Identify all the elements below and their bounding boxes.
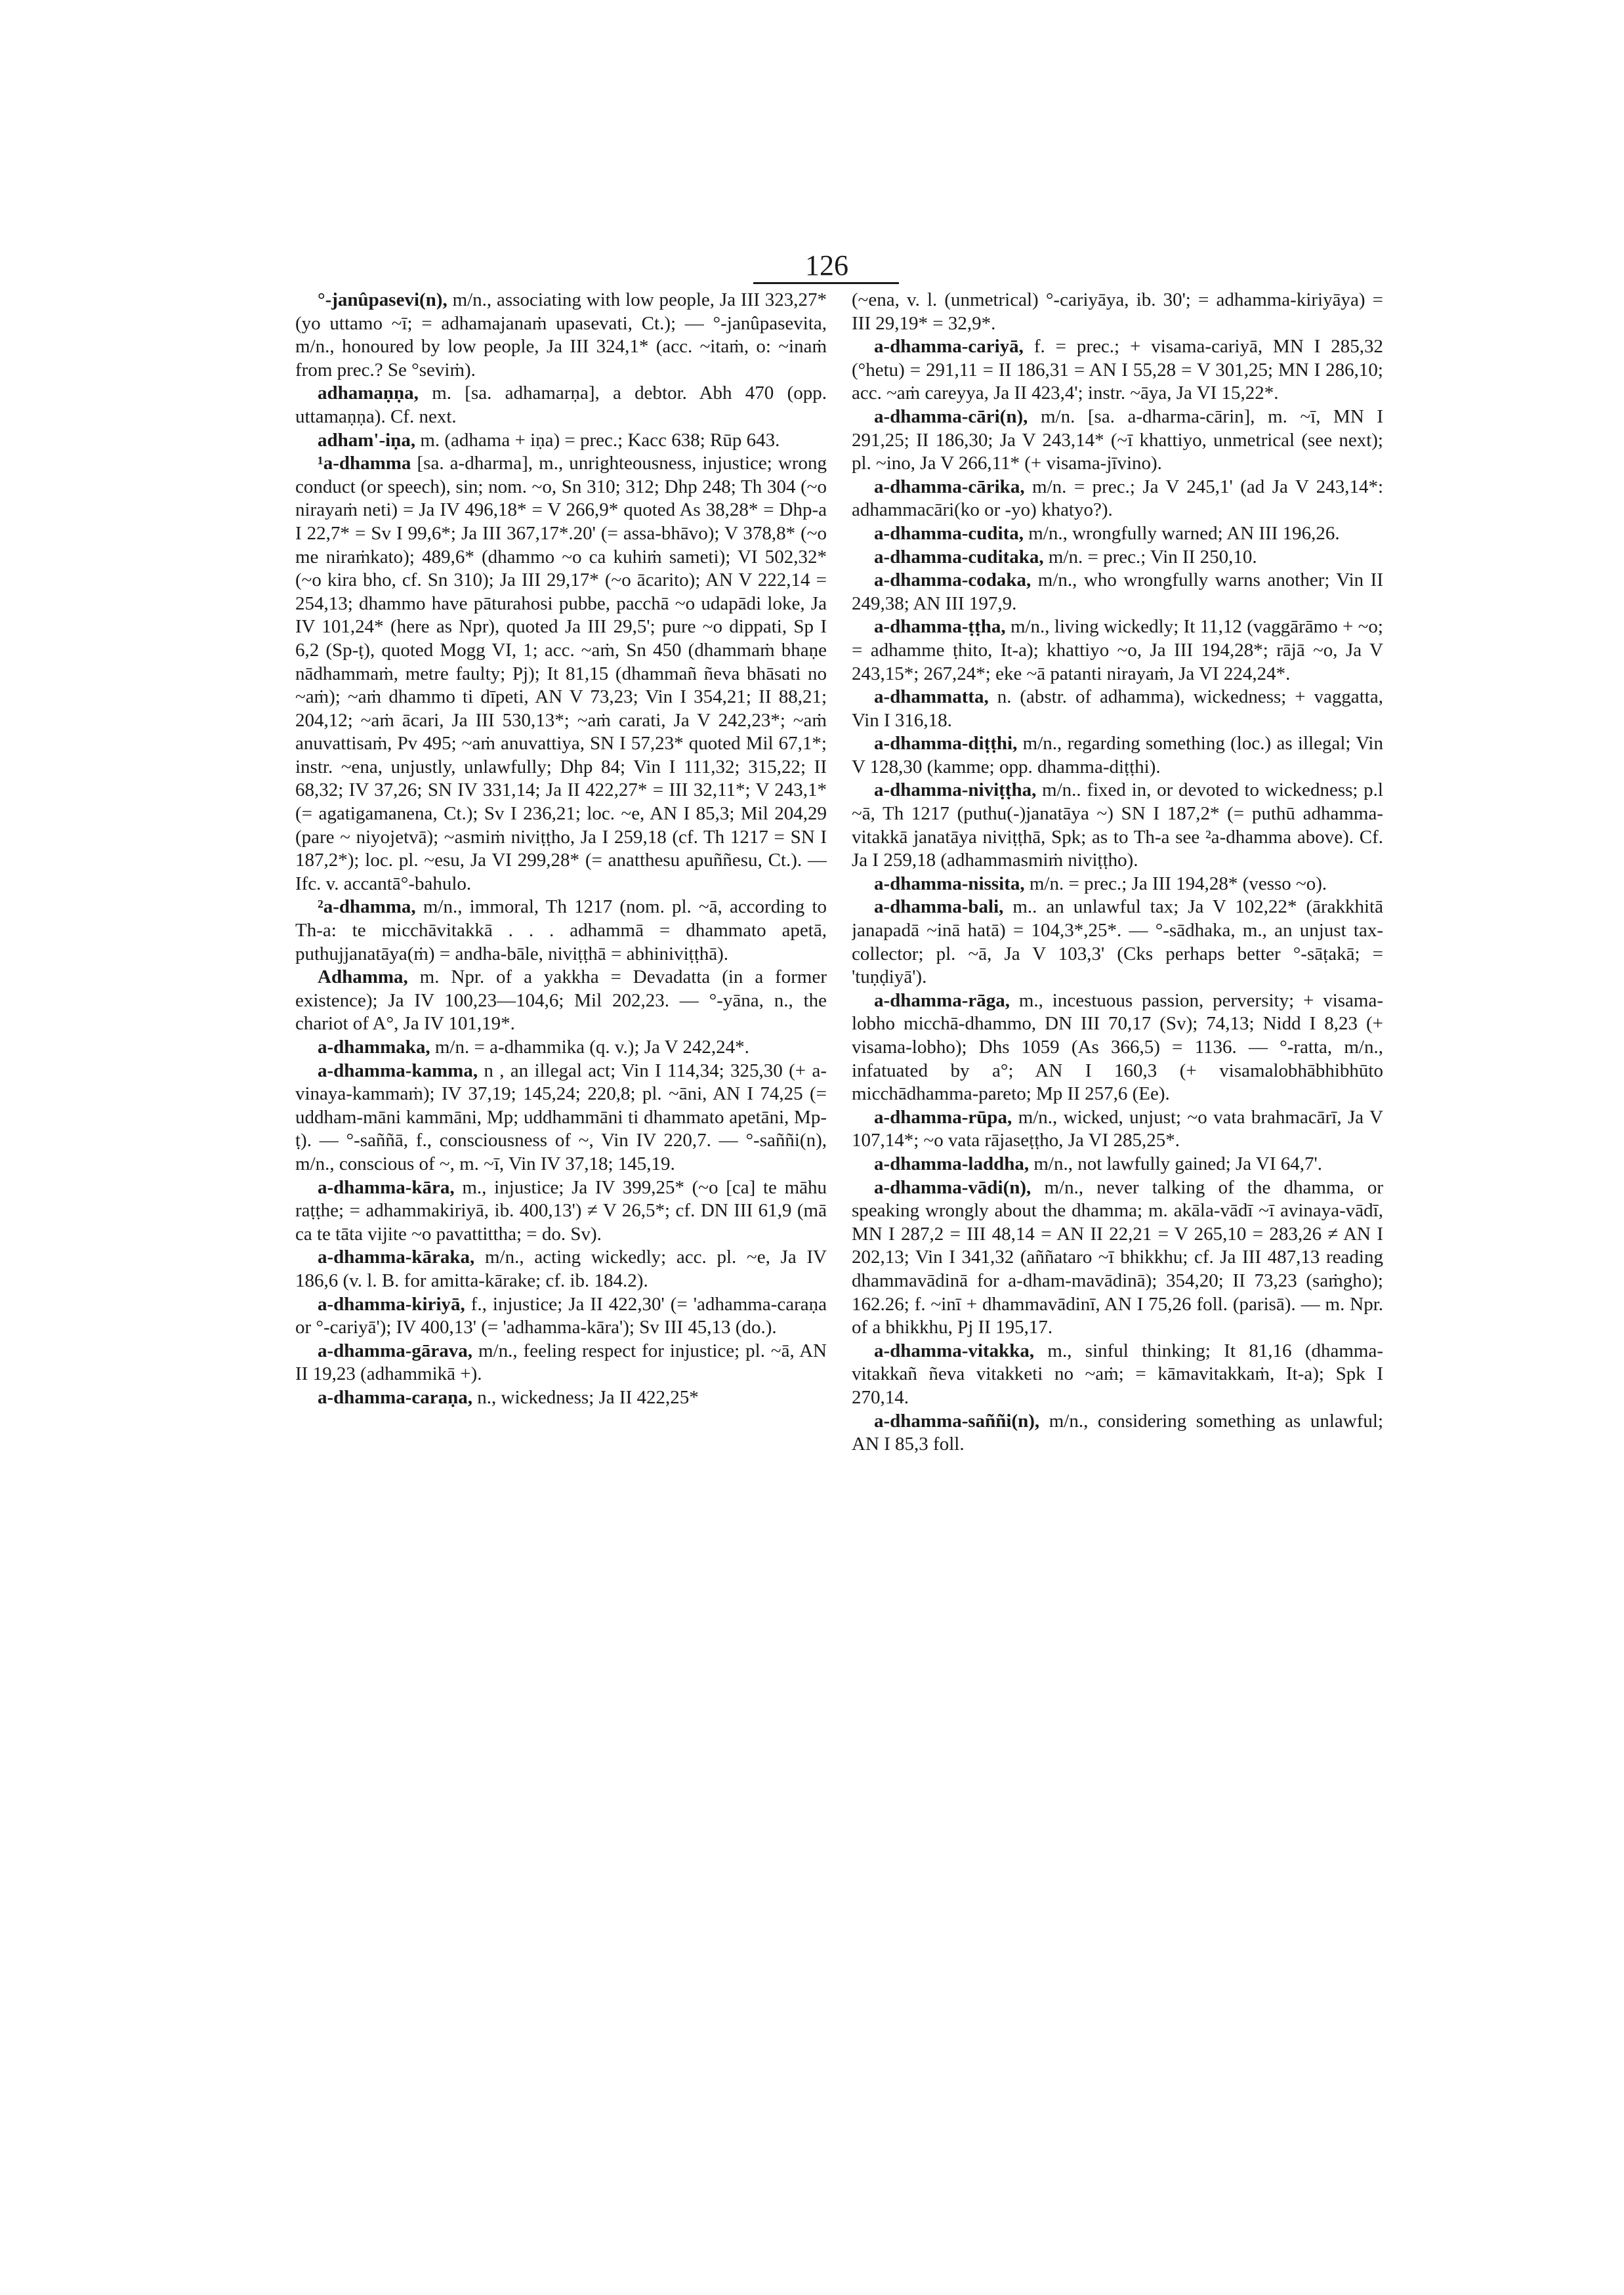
entry-body: m/n. = prec.; Ja V 245,1' (ad Ja V 243,14*: adhammacāri(ko or -yo) khatyo?).	[852, 476, 1383, 521]
entry-body: m/n., not lawfully gained; Ja VI 64,7'.	[1029, 1153, 1322, 1174]
dictionary-entry	[852, 989, 1383, 1106]
entry-body: m/n., associating with low people, Ja III 323,27* (yo uttamo ~ī; = adhamajanaṁ upasevati, Ct.); — °-janûpasevita, m/n., honoured by low people, Ja III 324,1* (acc. ~itaṁ, o: ~inaṁ from prec.? Se °seviṁ).	[295, 289, 827, 381]
entry-body: m/n. = prec.; Ja III 194,28* (vesso ~o).	[1024, 873, 1327, 894]
entry-body: m., injustice; Ja IV 399,25* (~o [ca] te māhu raṭṭhe; = adhammakiriyā, ib. 400,13') ≠ V 26,5*; cf. DN III 61,9 (mā ca te tāta vijite ~o pavattittha; = do. Sv).	[295, 1176, 827, 1245]
entry-headword: a-dhamma-rāga,	[874, 989, 1010, 1011]
entry-headword: a-dhamma-laddha,	[874, 1153, 1030, 1174]
entry-body: m/n. = prec.; Vin II 250,10.	[1043, 546, 1257, 568]
entry-body: m/n., living wickedly; It 11,12 (vaggārāmo + ~o; = adhamme ṭhito, It-a); khattiyo ~o, Ja III 194,28*; rājā ~o, Ja V 243,15*; 267,24*; eke ~ā patanti nirayaṁ, Ja VI 224,24*.	[852, 616, 1383, 684]
entry-headword: adhamaṇṇa,	[318, 382, 419, 404]
page-number: 126	[805, 249, 848, 281]
entry-body: f., injustice; Ja II 422,30' (= 'adhamma-caraṇa or °-cariyā'); IV 400,13' (= 'adhamma-kāra'); Sv III 45,13 (do.).	[295, 1293, 827, 1338]
entry-body: n. (abstr. of adhamma), wickedness; + vaggatta, Vin I 316,18.	[852, 686, 1383, 731]
entry-body: m/n., feeling respect for injustice; pl. ~ā, AN II 19,23 (adhammikā +).	[295, 1340, 827, 1385]
dictionary-entry	[852, 569, 1383, 615]
dictionary-entry	[852, 615, 1383, 686]
entry-headword: a-dhamma-codaka,	[874, 569, 1031, 591]
dictionary-entry	[295, 1246, 827, 1292]
dictionary-entry	[852, 779, 1383, 872]
dictionary-entry	[295, 429, 827, 453]
entry-headword: a-dhamma-gārava,	[318, 1340, 473, 1361]
entry-body: m/n., considering something as unlawful; AN I 85,3 foll.	[852, 1410, 1383, 1455]
entry-headword: a-dhamma-cāri(n),	[874, 405, 1028, 427]
entry-headword: ²a-dhamma,	[318, 896, 416, 918]
dictionary-entry	[852, 335, 1383, 405]
dictionary-entry	[295, 966, 827, 1036]
entry-body: m/n., regarding something (loc.) as illegal; Vin V 128,30 (kamme; opp. dhamma-diṭṭhi).	[852, 733, 1383, 777]
entry-body: m.. an unlawful tax; Ja V 102,22* (ārakkhitā janapadā ~inā hatā) = 104,3*,25*. — °-sādhaka, m., an unjust tax-collector; pl. ~ā, Ja V 103,3' (Cks perhaps better °-sāṭakā; = 'tuṇḍiyā').	[852, 896, 1383, 988]
dictionary-entry	[852, 1410, 1383, 1457]
entry-body: m/n., who wrongfully warns another; Vin II 249,38; AN III 197,9.	[852, 569, 1383, 614]
dictionary-entry	[295, 896, 827, 966]
entry-headword: a-dhamma-kamma,	[318, 1060, 478, 1081]
entry-headword: a-dhammatta,	[874, 686, 989, 708]
dictionary-entry	[295, 1340, 827, 1386]
dictionary-entry	[852, 873, 1383, 896]
dictionary-entry	[852, 732, 1383, 779]
dictionary-entry	[852, 546, 1383, 569]
entry-headword: a-dhamma-nissita,	[874, 873, 1025, 894]
entry-headword: a-dhamma-saññi(n),	[874, 1410, 1040, 1432]
entry-headword: Adhamma,	[318, 966, 408, 988]
dictionary-entry	[852, 522, 1383, 546]
dictionary-entry	[852, 1176, 1383, 1340]
entry-body: n , an illegal act; Vin I 114,34; 325,30 (+ a-vinaya-kammaṁ); IV 37,19; 145,24; 220,8; pl. ~āni, AN I 74,25 (= uddham-māni kammāni, Mp; uddhammāni ti dhammato apetāni, Mp-ṭ). — °-saññā, f., consciousness of ~, Vin IV 220,7. — °-saññi(n), m/n., conscious of ~, m. ~ī, Vin IV 37,18; 145,19.	[295, 1060, 827, 1174]
dictionary-entry	[852, 1106, 1383, 1153]
right-column	[852, 289, 1383, 2165]
dictionary-entry	[852, 1153, 1383, 1176]
dictionary-entry	[852, 289, 1383, 335]
entry-headword: a-dhamma-cārika,	[874, 476, 1025, 497]
entry-body: m., incestuous passion, perversity; + visama-lobho micchā-dhammo, DN III 70,17 (Sv); 74,13; Nidd I 8,23 (+ visama-lobho); Dhs 1059 (As 366,5) = 1136. — °-ratta, m/n., infatuated by a°; AN I 160,3 (+ visamalobhābhibhūto micchādhamma-pareto; Mp II 257,6 (Ee).	[852, 989, 1383, 1105]
dictionary-entry	[295, 452, 827, 896]
entry-headword: a-dhamma-cudita,	[874, 522, 1024, 544]
entry-headword: a-dhamma-kāra,	[318, 1176, 455, 1198]
dictionary-entry	[852, 686, 1383, 732]
entry-headword: °-janûpasevi(n),	[318, 289, 448, 310]
entry-body: m. Npr. of a yakkha = Devadatta (in a former existence); Ja IV 100,23—104,6; Mil 202,23. — °-yāna, n., the chariot of A°, Ja IV 101,19*.	[295, 966, 827, 1035]
dictionary-entry	[295, 1060, 827, 1176]
entry-headword: a-dhamma-cariyā,	[874, 336, 1024, 358]
entry-body: m., sinful thinking; It 81,16 (dhamma-vitakkañ ñeva vitakketi no ~aṁ; = kāmavitakkaṁ, It-a); Spk I 270,14.	[852, 1340, 1383, 1408]
entry-body: m/n. [sa. a-dharma-cārin], m. ~ī, MN I 291,25; II 186,30; Ja V 243,14* (~ī khattiyo, unmetrical (see next); pl. ~ino, Ja V 266,11* (+ visama-jīvino).	[852, 405, 1383, 474]
entry-body: m/n., acting wickedly; acc. pl. ~e, Ja IV 186,6 (v. l. B. for amitta-kārake; cf. ib. 184.2).	[295, 1247, 827, 1291]
entry-body: m/n., wicked, unjust; ~o vata brahmacārī, Ja V 107,14*; ~o vata rājaseṭṭho, Ja VI 285,25*.	[852, 1106, 1383, 1151]
entry-body: m/n.. fixed in, or devoted to wickedness; p.l ~ā, Th 1217 (puthu(-)janatāya ~) SN I 187,2* (= puthū adhamma-vitakkā janatāya niviṭṭhā, Spk; as to Th-a see ²a-dhamma above). Cf. Ja I 259,18 (adhammasmiṁ niviṭṭho).	[852, 779, 1383, 871]
entry-headword: adham'-iṇa,	[318, 429, 416, 451]
left-column	[295, 289, 827, 2165]
entry-headword: a-dhamma-caraṇa,	[318, 1386, 473, 1408]
entry-body: m/n., wrongfully warned; AN III 196,26.	[1023, 522, 1340, 544]
dictionary-entry	[295, 1386, 827, 1410]
entry-body: m/n. = a-dhammika (q. v.); Ja V 242,24*.	[430, 1037, 749, 1058]
entry-headword: ¹a-dhamma	[318, 453, 411, 474]
entry-headword: a-dhamma-kiriyā,	[318, 1293, 465, 1315]
entry-headword: a-dhamma-vādi(n),	[874, 1176, 1031, 1198]
entry-headword: a-dhamma-vitakka,	[874, 1340, 1035, 1361]
entry-body: n., wickedness; Ja II 422,25*	[472, 1386, 699, 1408]
entry-body: m/n., immoral, Th 1217 (nom. pl. ~ā, according to Th-a: te micchāvitakkā . . . adhammā = dhammato apetā, puthujjanatāya(ṁ) = andha-bāle, niviṭṭhā = abhiniviṭṭhā).	[295, 896, 827, 964]
entry-headword: a-dhamma-cuditaka,	[874, 546, 1044, 568]
dictionary-entry	[295, 289, 827, 382]
entry-body: [sa. a-dharma], m., unrighteousness, injustice; wrong conduct (or speech), sin; nom. ~o, Sn 310; 312; Dhp 248; Th 304 (~o nirayaṁ neti) = Ja IV 496,18* = V 266,9* quoted As 38,28* = Dhp-a I 22,7* = Sv I 99,6*; Ja III 367,17*.20' (= assa-bhāvo); V 378,8* (~o me niraṁkato); 489,6* (dhammo ~o ca kuhiṁ sameti); VI 502,32* (~o kira bho, cf. Sn 310); Ja III 29,17* (~o ācarito); AN V 222,14 = 254,13; dhammo have pāturahosi pubbe, pacchā ~o udapādi loke, Ja IV 101,24* (here as Npr), quoted Ja III 29,5'; pure ~o dippati, Sp I 6,2 (Sp-ṭ), quoted Mogg VI, 1; acc. ~aṁ, Sn 450 (dhammaṁ bhaṇe nādhammaṁ, metre faulty; Pj); It 81,15 (dhammañ ñeva bhāsati no ~aṁ); ~aṁ dhammo ti dīpeti, AN V 73,23; Vin I 354,21; II 88,21; 204,12; ~aṁ ācari, Ja III 530,13*; ~aṁ carati, Ja V 242,23*; ~aṁ anuvattisaṁ, Pv 495; ~aṁ anuvattiya, SN I 57,23* quoted Mil 67,1*; instr. ~ena, unjustly, unlawfully; Dhp 84; Vin I 111,32; 315,22; II 68,32; IV 37,26; SN IV 331,14; Ja II 422,27* = III 32,11*; V 243,1* (= agatigamanena, Ct.); Sv I 236,21; loc. ~e, AN I 85,3; Mil 204,29 (pare ~ niyojetvā); ~asmiṁ niviṭṭho, Ja I 259,18 (cf. Th 1217 = SN I 187,2*); loc. pl. ~esu, Ja VI 299,28* (= anatthesu apuññesu, Ct.). — Ifc. v. accantā°-bahulo.	[295, 453, 827, 894]
dictionary-entry	[852, 405, 1383, 476]
entry-headword: a-dhamma-bali,	[874, 896, 1004, 918]
entry-headword: a-dhammaka,	[318, 1037, 430, 1058]
entry-headword: a-dhamma-diṭṭhi,	[874, 733, 1018, 755]
dictionary-entry	[295, 1176, 827, 1247]
dictionary-entry	[295, 1036, 827, 1060]
entry-headword: a-dhamma-niviṭṭha,	[874, 779, 1037, 801]
entry-headword: a-dhamma-ṭṭha,	[874, 616, 1006, 638]
dictionary-entry	[852, 896, 1383, 989]
entry-headword: a-dhamma-kāraka,	[318, 1247, 475, 1268]
entry-body: m. [sa. adhamarṇa], a debtor. Abh 470 (opp. uttamaṇṇa). Cf. next.	[295, 382, 827, 427]
page-number-rule	[753, 282, 899, 284]
entry-body: (~ena, v. l. (unmetrical) °-cariyāya, ib. 30'; = adhamma-kiriyāya) = III 29,19* = 32,9*.	[852, 289, 1383, 334]
entry-headword: a-dhamma-rūpa,	[874, 1106, 1012, 1128]
dictionary-entry	[852, 476, 1383, 522]
dictionary-entry	[295, 382, 827, 428]
entry-body: m/n., never talking of the dhamma, or speaking wrongly about the dhamma; m. akāla-vādī ~ī avinaya-vādī, MN I 287,2 = III 48,14 = AN II 22,21 = V 265,10 = 283,26 ≠ AN I 202,13; Vin I 341,32 (aññataro ~ī bhikkhu; cf. Ja III 487,13 reading dhammavādinā for a-dham-mavādinā); 354,20; II 73,23 (saṁgho); 162.26; f. ~inī + dhammavādinī, AN I 75,26 foll. (parisā). — m. Npr. of a bhikkhu, Pj II 195,17.	[852, 1176, 1383, 1338]
entry-body: m. (adhama + iṇa) = prec.; Kacc 638; Rūp 643.	[415, 429, 780, 451]
entry-body: f. = prec.; + visama-cariyā, MN I 285,32 (°hetu) = 291,11 = II 186,31 = AN I 55,28 = V 301,25; MN I 286,10; acc. ~aṁ careyya, Ja II 423,4'; instr. ~āya, Ja VI 15,22*.	[852, 336, 1383, 404]
dictionary-entry	[295, 1293, 827, 1340]
dictionary-entry	[852, 1340, 1383, 1410]
